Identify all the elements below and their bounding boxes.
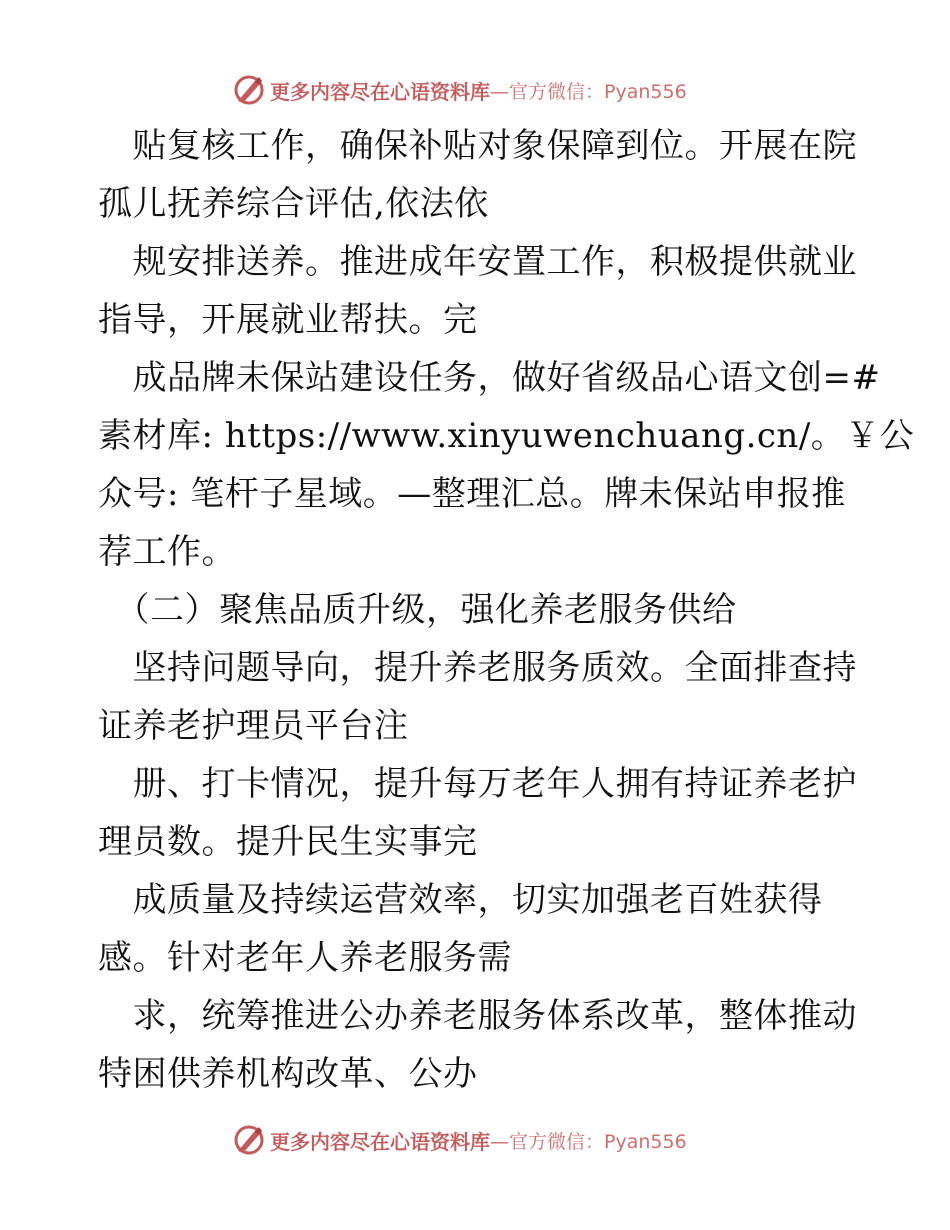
text-line: 规安排送养。推进成年安置工作，积极提供就业 [98, 242, 857, 282]
watermark-banner-bottom [232, 1120, 712, 1160]
text-line: 册、打卡情况，提升每万老年人拥有持证养老护 [98, 764, 857, 804]
text-line: 素材库: https://www.xinyuwenchuang.cn/。￥公 [98, 416, 915, 456]
text-line: 荐工作。 [98, 532, 236, 572]
text-line: 成品牌未保站建设任务，做好省级品心语文创=# [98, 358, 881, 398]
text-line: 理员数。提升民生实事完 [98, 822, 478, 862]
text-line: 众号: 笔杆子星域。—整理汇总。牌未保站申报推 [98, 474, 846, 514]
section-heading: （二）聚焦品质升级，强化养老服务供给 [98, 590, 737, 630]
watermark-banner-top [232, 70, 712, 110]
brush-logo-icon [232, 1123, 266, 1157]
watermark-main-text: 更多内容尽在心语资料库 [270, 79, 490, 104]
text-line: 特困供养机构改革、公办 [98, 1054, 478, 1094]
watermark-contact-text: —官方微信：Pyan556 [490, 80, 687, 103]
text-line: 贴复核工作，确保补贴对象保障到位。开展在院 [98, 126, 857, 166]
text-line: 坚持问题导向，提升养老服务质效。全面排查持 [98, 648, 857, 688]
text-line: 感。针对老年人养老服务需 [98, 938, 512, 978]
text-line: 孤儿抚养综合评估,依法依 [98, 184, 489, 224]
text-line: 指导，开展就业帮扶。完 [98, 300, 478, 340]
watermark-main-text: 更多内容尽在心语资料库 [270, 1129, 490, 1154]
watermark-contact-text: —官方微信：Pyan556 [490, 1130, 687, 1153]
brush-logo-icon [232, 73, 266, 107]
text-line: 证养老护理员平台注 [98, 706, 409, 746]
document-body [98, 117, 915, 1103]
text-line: 求，统筹推进公办养老服务体系改革，整体推动 [98, 996, 857, 1036]
text-line: 成质量及持续运营效率，切实加强老百姓获得 [98, 880, 823, 920]
